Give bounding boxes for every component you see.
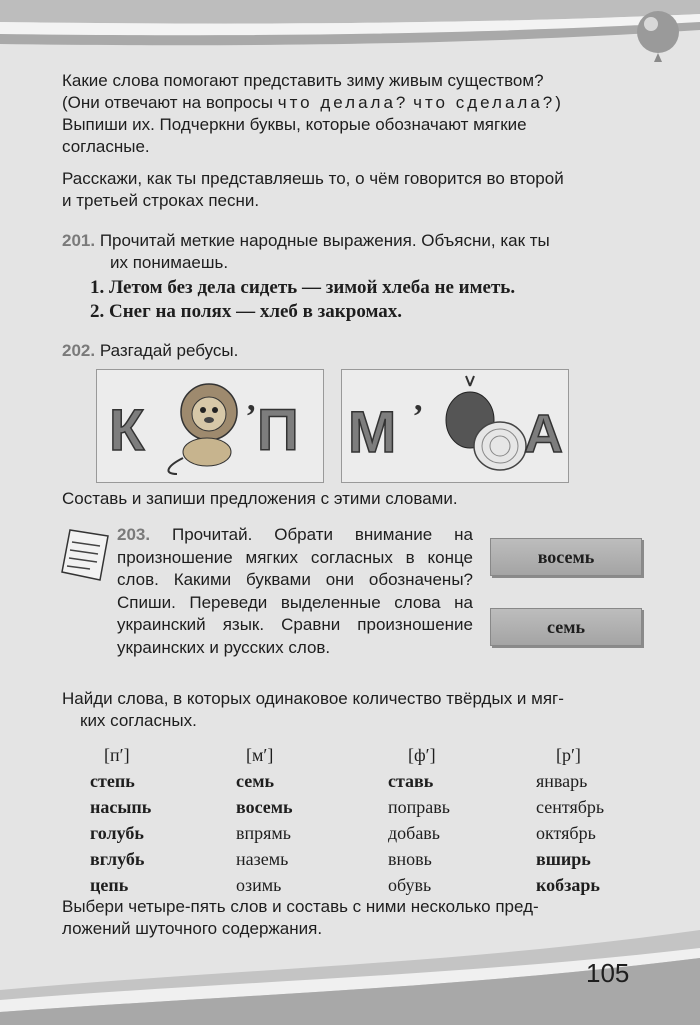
exercise-number: 202. [62, 341, 96, 360]
exercise-number: 201. [62, 231, 96, 250]
saying-item: 2. Снег на полях — хлеб в закромах. [90, 301, 403, 322]
list-item: обувь [388, 875, 432, 895]
rebus-letter: М [348, 400, 397, 465]
list-item: впрямь [236, 823, 292, 843]
onion-icon [446, 376, 526, 470]
column-m [236, 742, 293, 898]
list-item: насыпь [90, 797, 152, 817]
rebus-letter: П [257, 398, 299, 463]
list-item: голубь [90, 823, 144, 843]
word-card-vosem: восемь [490, 538, 642, 576]
notebook-icon [60, 526, 112, 582]
balloon-icon [632, 8, 684, 64]
rebus-1-picture [97, 370, 323, 482]
list-item: цепь [90, 875, 129, 895]
lion-icon [168, 384, 237, 474]
exercise-202: 202. Разгадай ребусы. [62, 341, 239, 360]
list-item: добавь [388, 823, 441, 843]
list-item: поправь [388, 797, 450, 817]
column-f [388, 742, 450, 898]
exercise-203: 203. Прочитай. Обрати внимание на произношение мягких согласных в конце слов. Какими буквами они обозначены? Спиши. Переведи выделенные слова на украинский язык. Сравни произношение украинских и русских слов. [117, 525, 473, 657]
column-p [90, 742, 151, 898]
list-item: кобзарь [536, 875, 600, 895]
list-item: озимь [236, 875, 282, 895]
rebus-1 [96, 369, 324, 483]
exercise-number: 203. [117, 525, 151, 544]
saying-item: 1. Летом без дела сидеть — зимой хлеба не иметь. [90, 277, 516, 298]
list-item: вновь [388, 849, 432, 869]
list-item: степь [90, 771, 135, 791]
svg-text:,: , [414, 381, 423, 418]
sayings-list [90, 276, 515, 324]
find-task: Найди слова, в которых одинаковое количество твёрдых и мяг- ких согласных. [62, 689, 564, 730]
rebus-letter: А [524, 404, 563, 464]
column-header: [ф′] [408, 745, 436, 765]
rebus-2 [341, 369, 569, 483]
rebus-letter: К [109, 398, 145, 463]
list-item: сентябрь [536, 797, 605, 817]
list-item: семь [236, 771, 274, 791]
top-decorative-band [0, 0, 700, 60]
list-item: вширь [536, 849, 591, 869]
column-r [536, 742, 604, 898]
column-header: [м′] [246, 745, 274, 765]
list-item: наземь [236, 849, 289, 869]
column-header: [п′] [104, 745, 130, 765]
word-card-sem: семь [490, 608, 642, 646]
svg-text:,: , [247, 381, 256, 418]
rebus-2-picture [342, 370, 568, 482]
final-task: Выбери четыре-пять слов и составь с ними несколько пред- ложений шуточного содержания. [62, 897, 539, 938]
exercise-201: 201. Прочитай меткие народные выражения. Объясни, как ты их понимаешь. [62, 231, 550, 272]
intro-question: Какие слова помогают представить зиму живым существом? (Они отвечают на вопросы что делала? что сделала?) Выпиши их. Подчеркни буквы, которые обозначают мягкие согласные. [62, 71, 564, 156]
list-item: вглубь [90, 849, 145, 869]
list-item: восемь [236, 797, 293, 817]
list-item: октябрь [536, 823, 596, 843]
page-number: 105 [586, 958, 630, 988]
list-item: ставь [388, 771, 434, 791]
ex202-task: Составь и запиши предложения с этими словами. [62, 489, 458, 508]
list-item: январь [536, 771, 588, 791]
intro-tell-task: Расскажи, как ты представляешь то, о чём говорится во второй и третьей строках песни. [62, 169, 564, 210]
column-header: [р′] [556, 745, 581, 765]
